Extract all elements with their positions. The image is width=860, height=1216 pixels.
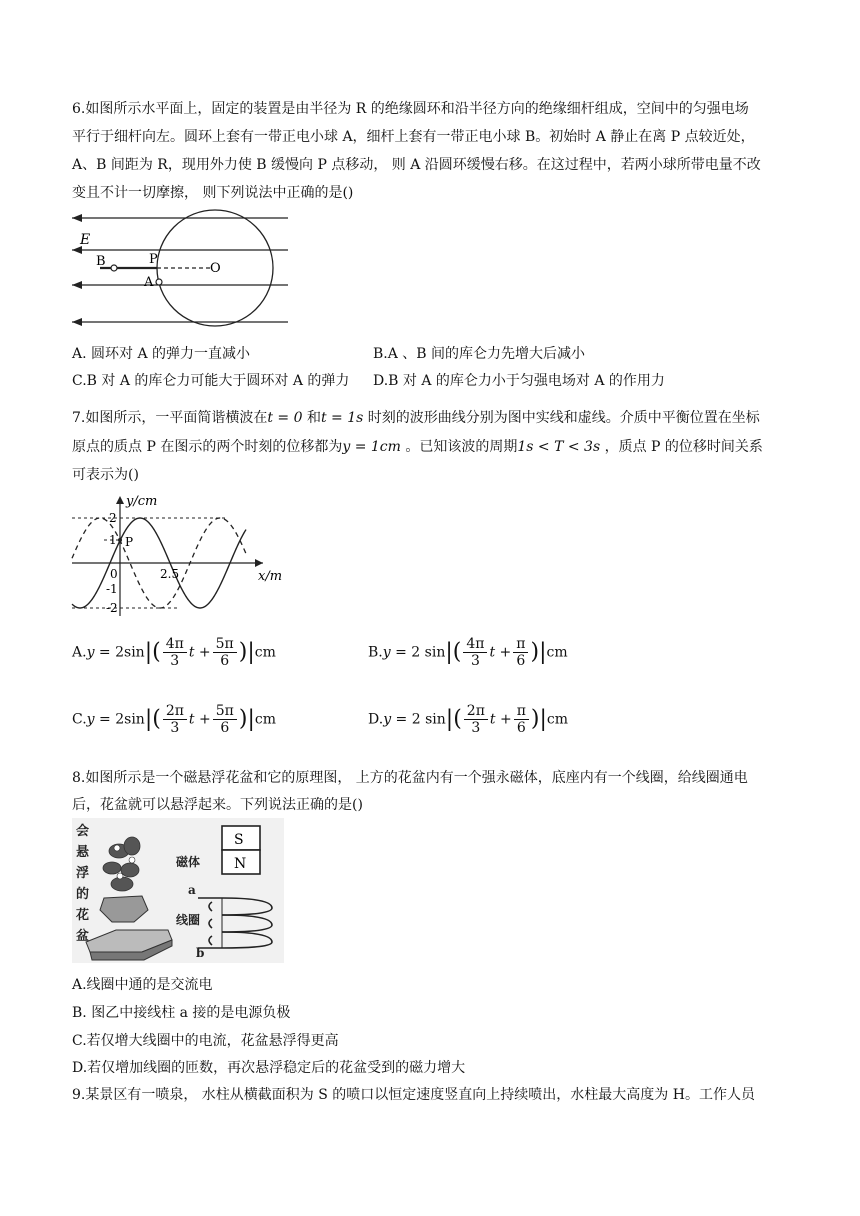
denominator: 6 [516, 653, 526, 669]
point-p-label: P [125, 535, 134, 549]
numerator: 4π [163, 636, 187, 653]
q8-text-line-2: 后，花盆就可以悬浮起来。下列说法正确的是() [72, 797, 363, 813]
option-letter: D. [368, 711, 384, 728]
math-var-t: t [188, 711, 195, 728]
q7-text-2c: 。已知该波的周期 [400, 439, 518, 455]
math-plus: + [194, 711, 211, 728]
coil-label: 线圈 [176, 913, 201, 927]
q7-text-line-1 [72, 408, 760, 428]
q8-option-c[interactable]: C.若仅增大线圈中的电流，花盆悬浮得更高 [72, 1033, 339, 1049]
denominator: 3 [471, 720, 481, 736]
unit: cm [546, 644, 568, 661]
q7-option-a[interactable] [72, 636, 276, 669]
q7-text-1a: 7.如图所示，一平面简谐横波在 [72, 410, 268, 426]
math-eq: = 2sin [94, 644, 145, 661]
math-var-t: t [489, 644, 496, 661]
q6-text-line-3: A、B 间距为 R，现用外力使 B 缓慢向 P 点移动， 则 A 沿圆环缓慢右移。在这过程中，若两小球所带电量不改 [72, 157, 761, 173]
tick-2-5: 2.5 [160, 567, 180, 581]
q7-text-2e: ，质点 P 的位移时间关系 [600, 439, 763, 455]
q8-option-d[interactable]: D.若仅增加线圈的匝数，再次悬浮稳定后的花盆受到的磁力增大 [72, 1060, 466, 1076]
q7-option-c[interactable] [72, 703, 276, 736]
option-letter: A. [72, 644, 87, 661]
fraction [464, 703, 488, 736]
numerator: 2π [464, 703, 488, 720]
fraction [163, 703, 187, 736]
q8-floating-pot-photo [72, 818, 284, 963]
tick-1: 1 [109, 533, 117, 547]
photo-caption-char: 悬 [76, 845, 90, 860]
q6-ring-rod-field-figure [70, 208, 290, 333]
magnet-n-pole: N [234, 856, 247, 872]
fraction [213, 703, 237, 736]
q7-math-t0: t = 0 [267, 410, 303, 426]
q9-text-line-1: 9.某景区有一喷泉， 水柱从横截面积为 S 的喷口以恒定速度竖直向上持续喷出，水柱最大高度为 H。工作人员 [72, 1087, 755, 1103]
math-eq: = 2 sin [391, 711, 446, 728]
tick-0: 0 [110, 567, 118, 581]
math-plus: + [495, 644, 512, 661]
math-var-y: y [383, 711, 392, 728]
ball-b-label: B [96, 254, 106, 269]
q8-option-b[interactable]: B. 图乙中接线柱 a 接的是电源负极 [72, 1005, 291, 1021]
denominator: 6 [220, 653, 230, 669]
math-var-y: y [86, 644, 95, 661]
math-var-y: y [86, 711, 95, 728]
denominator: 3 [170, 720, 180, 736]
q7-option-d[interactable] [368, 703, 568, 736]
numerator: 5π [213, 703, 237, 720]
photo-caption-char: 会 [76, 824, 90, 839]
fraction [514, 703, 529, 736]
q7-text-line-2 [72, 437, 763, 457]
q6-option-a[interactable]: A. 圆环对 A 的弹力一直减小 [72, 346, 251, 362]
terminal-a-label: a [188, 883, 196, 897]
denominator: 3 [170, 653, 180, 669]
tick-minus-1: -1 [106, 582, 118, 596]
q8-option-a[interactable]: A.线圈中通的是交流电 [72, 977, 213, 993]
numerator: 2π [163, 703, 187, 720]
math-eq: = 2sin [94, 711, 145, 728]
unit: cm [254, 644, 276, 661]
q7-option-b[interactable] [368, 636, 568, 669]
bracket: )| [238, 639, 255, 665]
tick-2: 2 [109, 511, 117, 525]
fraction [463, 636, 487, 669]
unit: cm [546, 711, 569, 728]
tick-minus-2: -2 [106, 601, 118, 615]
bracket: )| [530, 639, 547, 665]
photo-caption-char: 花 [76, 908, 90, 923]
option-letter: B. [368, 644, 383, 661]
field-e-label: E [80, 232, 91, 248]
ball-a-label: A [144, 275, 154, 290]
q6-option-c[interactable]: C.B 对 A 的库仑力可能大于圆环对 A 的弹力 [72, 373, 350, 389]
q7-text-1c: 和 [302, 410, 321, 426]
fraction [513, 636, 528, 669]
bracket: |( [144, 639, 161, 665]
fraction [213, 636, 237, 669]
q7-wave-figure [68, 490, 293, 620]
math-var-y: y [382, 644, 391, 661]
unit: cm [254, 711, 276, 728]
denominator: 6 [516, 720, 526, 736]
numerator: π [513, 636, 528, 653]
denominator: 3 [470, 653, 480, 669]
q6-option-d[interactable]: D.B 对 A 的库仑力小于匀强电场对 A 的作用力 [373, 373, 665, 389]
q6-text-line-4: 变且不计一切摩擦， 则下列说法中正确的是() [72, 185, 354, 201]
q7-math-y: y = 1cm [342, 439, 401, 455]
magnet-s-pole: S [234, 832, 244, 848]
q7-text-1e: 时刻的波形曲线分别为图中实线和虚线。介质中平衡位置在坐标 [363, 410, 760, 426]
option-letter: C. [72, 711, 87, 728]
y-axis-label: y/cm [126, 494, 158, 509]
denominator: 6 [220, 720, 230, 736]
q6-option-b[interactable]: B.A 、B 间的库仑力先增大后减小 [373, 346, 586, 362]
fraction [163, 636, 187, 669]
q8-text-line-1: 8.如图所示是一个磁悬浮花盆和它的原理图， 上方的花盆内有一个强永磁体，底座内有一个线圈，给线圈通电 [72, 770, 748, 786]
math-var-t: t [489, 711, 496, 728]
terminal-b-label: b [196, 946, 205, 960]
photo-caption-char: 盆 [76, 929, 90, 944]
numerator: 4π [463, 636, 487, 653]
bracket: )| [238, 706, 255, 732]
math-plus: + [495, 711, 512, 728]
q7-text-line-3: 可表示为() [72, 467, 139, 483]
center-o-label: O [210, 261, 221, 276]
photo-caption-char: 的 [76, 887, 90, 902]
bracket: |( [445, 639, 462, 665]
numerator: π [514, 703, 529, 720]
photo-caption-char: 浮 [76, 866, 90, 881]
x-axis-label: x/m [258, 569, 283, 584]
q6-text-line-2: 平行于细杆向左。圆环上套有一带正电小球 A，细杆上套有一带正电小球 B。初始时 A 静止在离 P 点较近处， [72, 129, 755, 145]
math-plus: + [194, 644, 211, 661]
point-p-label: P [149, 252, 158, 267]
bracket: |( [445, 706, 462, 732]
q7-math-t1: t = 1s [320, 410, 364, 426]
bracket: )| [530, 706, 547, 732]
q6-text-line-1: 6.如图所示水平面上，固定的装置是由半径为 R 的绝缘圆环和沿半径方向的绝缘细杆组成，空间中的匀强电场 [72, 101, 749, 117]
q7-text-2a: 原点的质点 P 在图示的两个时刻的位移都为 [72, 439, 343, 455]
math-eq: = 2 sin [390, 644, 446, 661]
bar-magnet [222, 826, 260, 874]
bracket: |( [144, 706, 161, 732]
q7-math-period: 1s < T < 3s [517, 439, 601, 455]
numerator: 5π [213, 636, 237, 653]
math-var-t: t [188, 644, 195, 661]
magnet-label: 磁体 [176, 855, 201, 869]
